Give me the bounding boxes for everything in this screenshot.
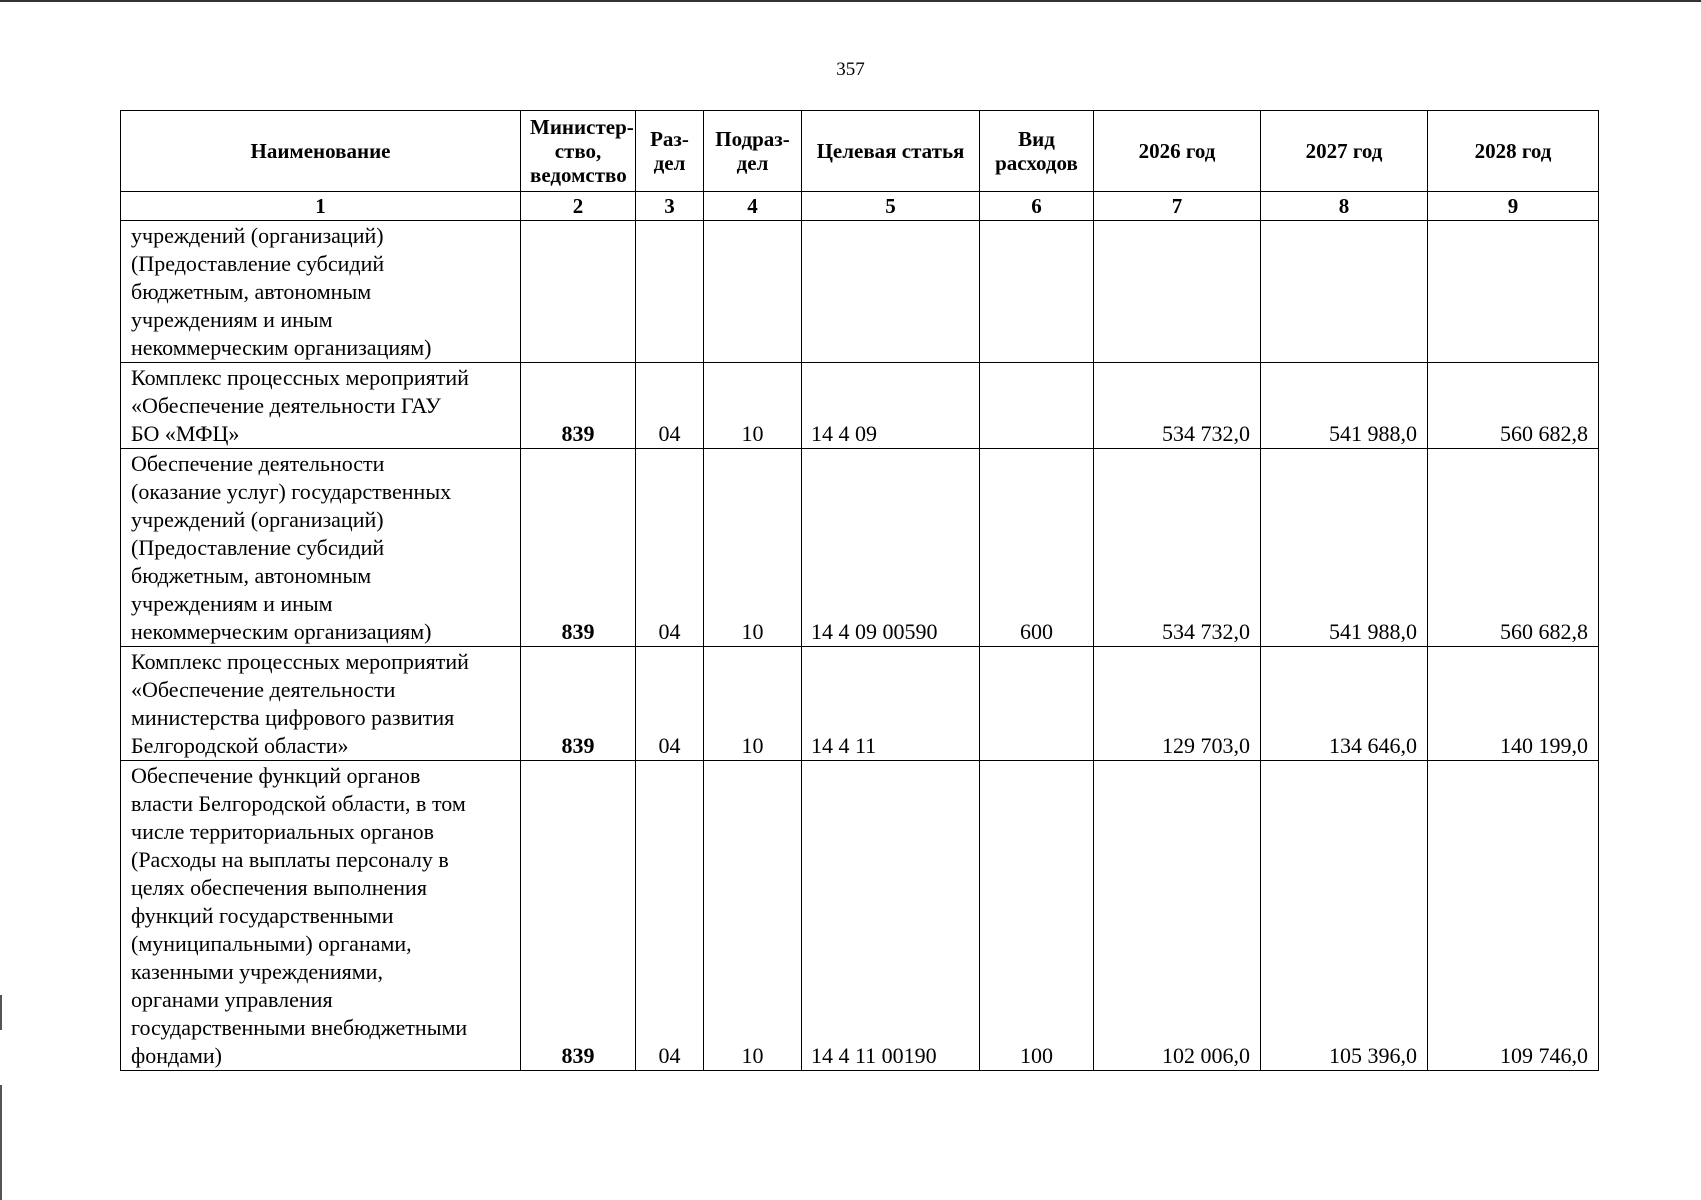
header-expense-kind: Вид расходов [980, 111, 1094, 192]
row-subsection: 10 [704, 449, 802, 647]
row-target-article: 14 4 11 00190 [802, 761, 980, 1071]
column-number: 3 [636, 192, 704, 221]
header-section: Раз-дел [636, 111, 704, 192]
row-subsection: 10 [704, 647, 802, 761]
header-row [121, 111, 1599, 192]
column-number: 4 [704, 192, 802, 221]
scan-edge-mark [0, 995, 2, 1030]
row-2027: 541 988,0 [1261, 363, 1428, 449]
scan-top-border [0, 0, 1701, 2]
row-target-article: 14 4 09 [802, 363, 980, 449]
row-2026: 534 732,0 [1094, 363, 1261, 449]
row-2027: 541 988,0 [1261, 449, 1428, 647]
row-2026 [1094, 221, 1261, 363]
row-ministry: 839 [521, 761, 636, 1071]
row-expense-kind: 600 [980, 449, 1094, 647]
row-section: 04 [636, 647, 704, 761]
row-expense-kind [980, 647, 1094, 761]
column-number: 5 [802, 192, 980, 221]
scan-edge-mark [0, 1085, 2, 1200]
row-target-article [802, 221, 980, 363]
row-2028: 560 682,8 [1428, 449, 1599, 647]
row-name: Обеспечение функций органов власти Белгородской области, в том числе территориальных органов (Расходы на выплаты персоналу в целях обеспечения выполнения функций государственными (муниципальными) органами, казенными учреждениями, органами управления государственными внебюджетными фондами) [121, 761, 521, 1071]
row-subsection: 10 [704, 761, 802, 1071]
column-number: 9 [1428, 192, 1599, 221]
row-2027: 134 646,0 [1261, 647, 1428, 761]
row-target-article: 14 4 09 00590 [802, 449, 980, 647]
header-2027: 2027 год [1261, 111, 1428, 192]
row-2028: 140 199,0 [1428, 647, 1599, 761]
row-2026: 102 006,0 [1094, 761, 1261, 1071]
header-target-article: Целевая статья [802, 111, 980, 192]
table-row [121, 647, 1599, 761]
header-2028: 2028 год [1428, 111, 1599, 192]
header-ministry: Министер-ство, ведомство [521, 111, 636, 192]
column-number-row [121, 192, 1599, 221]
row-ministry [521, 221, 636, 363]
table-row [121, 363, 1599, 449]
row-2028: 109 746,0 [1428, 761, 1599, 1071]
header-subsection: Подраз-дел [704, 111, 802, 192]
row-name: Обеспечение деятельности (оказание услуг) государственных учреждений (организаций) (Предоставление субсидий бюджетным, автономным учреждениям и иным некоммерческим организациям) [121, 449, 521, 647]
row-name: Комплекс процессных мероприятий «Обеспечение деятельности министерства цифрового развития Белгородской области» [121, 647, 521, 761]
column-number: 1 [121, 192, 521, 221]
table-row [121, 449, 1599, 647]
row-section: 04 [636, 449, 704, 647]
table-row [121, 761, 1599, 1071]
column-number: 6 [980, 192, 1094, 221]
header-name: Наименование [121, 111, 521, 192]
column-number: 2 [521, 192, 636, 221]
row-subsection: 10 [704, 363, 802, 449]
row-ministry: 839 [521, 363, 636, 449]
row-2026: 534 732,0 [1094, 449, 1261, 647]
column-number: 8 [1261, 192, 1428, 221]
row-section: 04 [636, 761, 704, 1071]
row-name: Комплекс процессных мероприятий «Обеспечение деятельности ГАУ БО «МФЦ» [121, 363, 521, 449]
row-expense-kind [980, 363, 1094, 449]
row-section [636, 221, 704, 363]
row-2028: 560 682,8 [1428, 363, 1599, 449]
row-2028 [1428, 221, 1599, 363]
row-ministry: 839 [521, 647, 636, 761]
row-target-article: 14 4 11 [802, 647, 980, 761]
page-number: 357 [836, 59, 865, 80]
column-number: 7 [1094, 192, 1261, 221]
row-name: учреждений (организаций) (Предоставление субсидий бюджетным, автономным учреждениям и иным некоммерческим организациям) [121, 221, 521, 363]
row-2026: 129 703,0 [1094, 647, 1261, 761]
budget-table [120, 110, 1599, 1071]
row-expense-kind: 100 [980, 761, 1094, 1071]
row-2027 [1261, 221, 1428, 363]
row-ministry: 839 [521, 449, 636, 647]
row-expense-kind [980, 221, 1094, 363]
row-2027: 105 396,0 [1261, 761, 1428, 1071]
row-section: 04 [636, 363, 704, 449]
table-row [121, 221, 1599, 363]
header-2026: 2026 год [1094, 111, 1261, 192]
row-subsection [704, 221, 802, 363]
